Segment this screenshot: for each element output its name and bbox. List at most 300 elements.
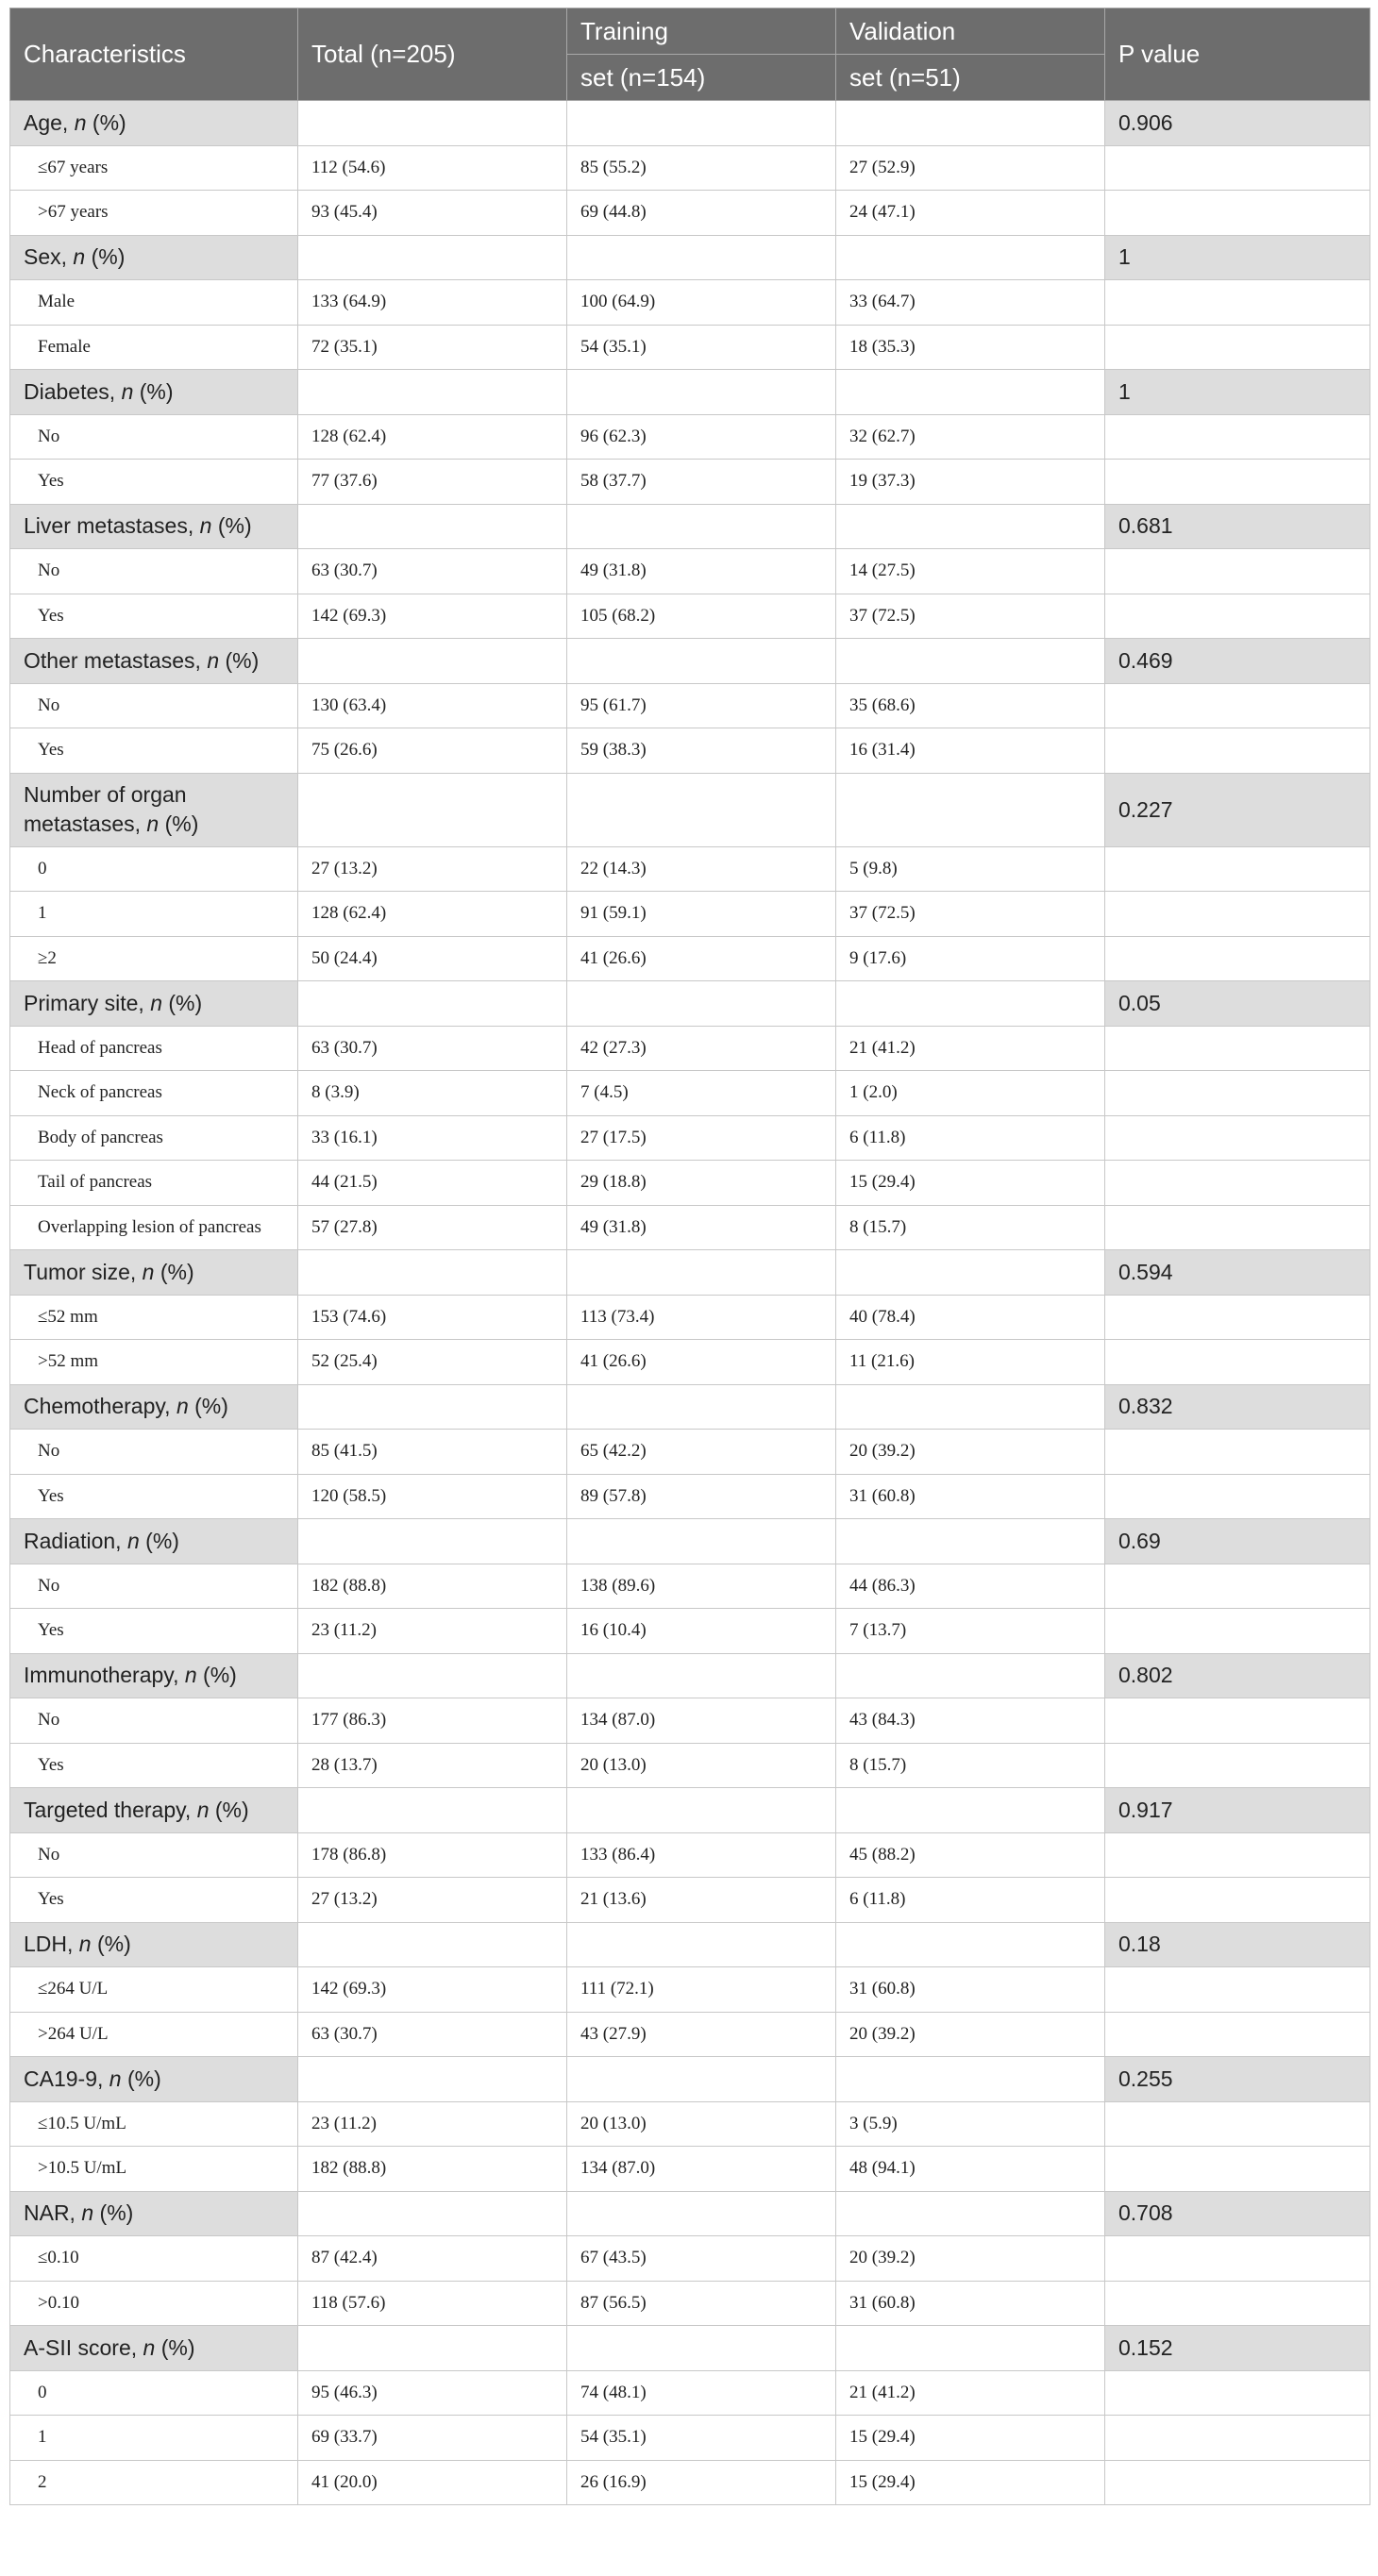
category-empty-cell	[567, 1384, 836, 1430]
validation-value: 24 (47.1)	[836, 191, 1105, 236]
category-empty-cell	[567, 1250, 836, 1296]
p-value: 0.594	[1105, 1250, 1370, 1296]
training-value: 54 (35.1)	[567, 2416, 836, 2461]
training-value: 74 (48.1)	[567, 2370, 836, 2416]
empty-p-cell	[1105, 1340, 1370, 1385]
category-empty-cell	[836, 370, 1105, 415]
total-value: 77 (37.6)	[298, 460, 567, 505]
table-row	[10, 2147, 1370, 2192]
training-value: 41 (26.6)	[567, 1340, 836, 1385]
empty-p-cell	[1105, 936, 1370, 981]
training-value: 95 (61.7)	[567, 683, 836, 728]
n-symbol: n	[150, 990, 162, 1015]
category-empty-cell	[567, 504, 836, 549]
category-name: Chemotherapy,	[24, 1394, 176, 1419]
total-value: 27 (13.2)	[298, 1878, 567, 1923]
total-value: 177 (86.3)	[298, 1698, 567, 1744]
header-p-value: P value	[1105, 8, 1370, 101]
table-row	[10, 549, 1370, 594]
table-row	[10, 2416, 1370, 2461]
validation-value: 6 (11.8)	[836, 1115, 1105, 1161]
empty-p-cell	[1105, 728, 1370, 774]
category-empty-cell	[567, 1922, 836, 1967]
category-row	[10, 370, 1370, 415]
category-empty-cell	[567, 1788, 836, 1833]
category-label	[10, 504, 298, 549]
table-row	[10, 1743, 1370, 1788]
category-label	[10, 1653, 298, 1698]
row-label: ≤10.5 U/mL	[10, 2101, 298, 2147]
n-symbol: n	[109, 2066, 122, 2091]
category-suffix: (%)	[188, 1394, 228, 1419]
header-validation-line2: set (n=51)	[836, 55, 1105, 101]
category-name: Age,	[24, 109, 75, 135]
category-empty-cell	[836, 2326, 1105, 2371]
total-value: 182 (88.8)	[298, 1564, 567, 1609]
empty-p-cell	[1105, 1474, 1370, 1519]
category-empty-cell	[836, 639, 1105, 684]
category-row	[10, 101, 1370, 146]
training-value: 41 (26.6)	[567, 936, 836, 981]
category-empty-cell	[298, 504, 567, 549]
validation-value: 44 (86.3)	[836, 1564, 1105, 1609]
table-row	[10, 2012, 1370, 2057]
category-empty-cell	[567, 1519, 836, 1564]
category-label	[10, 101, 298, 146]
category-row	[10, 2191, 1370, 2236]
training-value: 49 (31.8)	[567, 1205, 836, 1250]
row-label: >264 U/L	[10, 2012, 298, 2057]
training-value: 29 (18.8)	[567, 1161, 836, 1206]
empty-p-cell	[1105, 1430, 1370, 1475]
total-value: 85 (41.5)	[298, 1430, 567, 1475]
total-value: 63 (30.7)	[298, 549, 567, 594]
table-header	[10, 8, 1370, 101]
category-name: A-SII score,	[24, 2334, 143, 2360]
category-empty-cell	[298, 1653, 567, 1698]
n-symbol: n	[184, 1663, 197, 1688]
training-value: 20 (13.0)	[567, 1743, 836, 1788]
row-label: Yes	[10, 728, 298, 774]
training-value: 133 (86.4)	[567, 1832, 836, 1878]
validation-value: 20 (39.2)	[836, 1430, 1105, 1475]
total-value: 153 (74.6)	[298, 1295, 567, 1340]
empty-p-cell	[1105, 2101, 1370, 2147]
total-value: 44 (21.5)	[298, 1161, 567, 1206]
table-row	[10, 1967, 1370, 2013]
table-row	[10, 280, 1370, 326]
table-row	[10, 414, 1370, 460]
row-label: Yes	[10, 1609, 298, 1654]
empty-p-cell	[1105, 892, 1370, 937]
validation-value: 48 (94.1)	[836, 2147, 1105, 2192]
validation-value: 21 (41.2)	[836, 2370, 1105, 2416]
empty-p-cell	[1105, 1115, 1370, 1161]
category-suffix: (%)	[139, 1528, 179, 1553]
row-label: No	[10, 549, 298, 594]
table-row	[10, 460, 1370, 505]
training-value: 134 (87.0)	[567, 2147, 836, 2192]
total-value: 63 (30.7)	[298, 2012, 567, 2057]
table-row	[10, 2101, 1370, 2147]
category-suffix: (%)	[159, 811, 199, 836]
row-label: 0	[10, 2370, 298, 2416]
training-value: 87 (56.5)	[567, 2281, 836, 2326]
training-value: 91 (59.1)	[567, 892, 836, 937]
validation-value: 16 (31.4)	[836, 728, 1105, 774]
training-value: 43 (27.9)	[567, 2012, 836, 2057]
empty-p-cell	[1105, 460, 1370, 505]
category-empty-cell	[836, 773, 1105, 846]
training-value: 54 (35.1)	[567, 325, 836, 370]
row-label: Yes	[10, 594, 298, 639]
category-suffix: (%)	[211, 513, 252, 539]
n-symbol: n	[142, 1259, 155, 1284]
total-value: 128 (62.4)	[298, 892, 567, 937]
p-value: 0.152	[1105, 2326, 1370, 2371]
empty-p-cell	[1105, 594, 1370, 639]
validation-value: 40 (78.4)	[836, 1295, 1105, 1340]
category-name: Diabetes,	[24, 378, 122, 404]
table-row	[10, 728, 1370, 774]
training-value: 16 (10.4)	[567, 1609, 836, 1654]
n-symbol: n	[81, 2200, 94, 2226]
row-label: Head of pancreas	[10, 1026, 298, 1071]
empty-p-cell	[1105, 1205, 1370, 1250]
total-value: 93 (45.4)	[298, 191, 567, 236]
category-empty-cell	[567, 981, 836, 1027]
category-label	[10, 1519, 298, 1564]
category-name: Immunotherapy,	[24, 1663, 185, 1688]
n-symbol: n	[176, 1394, 189, 1419]
table-row	[10, 1430, 1370, 1475]
total-value: 75 (26.6)	[298, 728, 567, 774]
category-suffix: (%)	[86, 109, 126, 135]
row-label: No	[10, 1564, 298, 1609]
category-empty-cell	[298, 1250, 567, 1296]
category-empty-cell	[567, 639, 836, 684]
empty-p-cell	[1105, 683, 1370, 728]
category-name: LDH,	[24, 1932, 79, 1957]
row-label: Female	[10, 325, 298, 370]
row-label: No	[10, 1698, 298, 1744]
empty-p-cell	[1105, 280, 1370, 326]
table-row	[10, 191, 1370, 236]
category-label	[10, 773, 298, 846]
empty-p-cell	[1105, 2281, 1370, 2326]
empty-p-cell	[1105, 2416, 1370, 2461]
n-symbol: n	[78, 1932, 92, 1957]
training-value: 65 (42.2)	[567, 1430, 836, 1475]
empty-p-cell	[1105, 325, 1370, 370]
category-name: Liver metastases,	[24, 513, 200, 539]
total-value: 52 (25.4)	[298, 1340, 567, 1385]
row-label: 0	[10, 846, 298, 892]
empty-p-cell	[1105, 1832, 1370, 1878]
n-symbol: n	[207, 647, 220, 673]
validation-value: 35 (68.6)	[836, 683, 1105, 728]
category-empty-cell	[836, 1653, 1105, 1698]
category-label	[10, 2326, 298, 2371]
validation-value: 3 (5.9)	[836, 2101, 1105, 2147]
category-empty-cell	[298, 235, 567, 280]
category-name: NAR,	[24, 2200, 82, 2226]
validation-value: 18 (35.3)	[836, 325, 1105, 370]
category-empty-cell	[567, 370, 836, 415]
validation-value: 15 (29.4)	[836, 1161, 1105, 1206]
category-row	[10, 981, 1370, 1027]
category-row	[10, 2057, 1370, 2102]
training-value: 22 (14.3)	[567, 846, 836, 892]
category-name: Targeted therapy,	[24, 1797, 197, 1822]
row-label: No	[10, 1430, 298, 1475]
empty-p-cell	[1105, 2370, 1370, 2416]
validation-value: 31 (60.8)	[836, 2281, 1105, 2326]
training-value: 7 (4.5)	[567, 1071, 836, 1116]
total-value: 57 (27.8)	[298, 1205, 567, 1250]
validation-value: 14 (27.5)	[836, 549, 1105, 594]
category-label	[10, 1922, 298, 1967]
table-row	[10, 2460, 1370, 2505]
category-empty-cell	[567, 101, 836, 146]
category-suffix: (%)	[161, 990, 203, 1015]
table-row	[10, 145, 1370, 191]
table-row	[10, 1205, 1370, 1250]
category-empty-cell	[567, 773, 836, 846]
p-value: 1	[1105, 235, 1370, 280]
header-training-line2: set (n=154)	[567, 55, 836, 101]
p-value: 0.255	[1105, 2057, 1370, 2102]
category-row	[10, 1788, 1370, 1833]
validation-value: 45 (88.2)	[836, 1832, 1105, 1878]
training-value: 113 (73.4)	[567, 1295, 836, 1340]
total-value: 133 (64.9)	[298, 280, 567, 326]
training-value: 138 (89.6)	[567, 1564, 836, 1609]
category-row	[10, 2326, 1370, 2371]
total-value: 23 (11.2)	[298, 2101, 567, 2147]
category-empty-cell	[836, 2191, 1105, 2236]
validation-value: 19 (37.3)	[836, 460, 1105, 505]
row-label: 1	[10, 2416, 298, 2461]
table-row	[10, 1071, 1370, 1116]
row-label: >10.5 U/mL	[10, 2147, 298, 2192]
table-row	[10, 1115, 1370, 1161]
row-label: Yes	[10, 460, 298, 505]
category-label	[10, 981, 298, 1027]
validation-value: 33 (64.7)	[836, 280, 1105, 326]
empty-p-cell	[1105, 2147, 1370, 2192]
row-label: >52 mm	[10, 1340, 298, 1385]
category-empty-cell	[836, 1788, 1105, 1833]
row-label: ≥2	[10, 936, 298, 981]
p-value: 0.227	[1105, 773, 1370, 846]
category-suffix: (%)	[85, 244, 126, 270]
row-label: No	[10, 683, 298, 728]
n-symbol: n	[121, 378, 134, 404]
total-value: 182 (88.8)	[298, 2147, 567, 2192]
total-value: 142 (69.3)	[298, 1967, 567, 2013]
validation-value: 20 (39.2)	[836, 2236, 1105, 2282]
training-value: 105 (68.2)	[567, 594, 836, 639]
validation-value: 21 (41.2)	[836, 1026, 1105, 1071]
table-row	[10, 936, 1370, 981]
training-value: 49 (31.8)	[567, 549, 836, 594]
category-empty-cell	[836, 1922, 1105, 1967]
empty-p-cell	[1105, 145, 1370, 191]
category-name: CA19-9,	[24, 2066, 109, 2091]
empty-p-cell	[1105, 1161, 1370, 1206]
n-symbol: n	[73, 244, 86, 270]
row-label: Overlapping lesion of pancreas	[10, 1205, 298, 1250]
row-label: >67 years	[10, 191, 298, 236]
category-suffix: (%)	[154, 1259, 194, 1284]
table-row	[10, 1474, 1370, 1519]
category-empty-cell	[298, 2191, 567, 2236]
category-empty-cell	[836, 1384, 1105, 1430]
category-empty-cell	[298, 1384, 567, 1430]
total-value: 130 (63.4)	[298, 683, 567, 728]
category-suffix: (%)	[91, 1932, 131, 1957]
category-suffix: (%)	[219, 647, 260, 673]
category-label	[10, 1384, 298, 1430]
table-row	[10, 1026, 1370, 1071]
category-empty-cell	[298, 370, 567, 415]
category-name: Tumor size,	[24, 1259, 143, 1284]
empty-p-cell	[1105, 2012, 1370, 2057]
category-empty-cell	[836, 1250, 1105, 1296]
characteristics-table	[9, 8, 1370, 2505]
category-row	[10, 1922, 1370, 1967]
row-label: Male	[10, 280, 298, 326]
p-value: 0.18	[1105, 1922, 1370, 1967]
validation-value: 15 (29.4)	[836, 2416, 1105, 2461]
category-label	[10, 639, 298, 684]
p-value: 1	[1105, 370, 1370, 415]
category-empty-cell	[836, 1519, 1105, 1564]
empty-p-cell	[1105, 1295, 1370, 1340]
empty-p-cell	[1105, 414, 1370, 460]
category-row	[10, 235, 1370, 280]
category-empty-cell	[298, 2057, 567, 2102]
empty-p-cell	[1105, 1743, 1370, 1788]
category-empty-cell	[567, 235, 836, 280]
table-row	[10, 846, 1370, 892]
table-row	[10, 1161, 1370, 1206]
category-empty-cell	[298, 1788, 567, 1833]
category-row	[10, 504, 1370, 549]
validation-value: 32 (62.7)	[836, 414, 1105, 460]
validation-value: 5 (9.8)	[836, 846, 1105, 892]
total-value: 120 (58.5)	[298, 1474, 567, 1519]
category-name: Number of organ metastases,	[24, 782, 187, 836]
validation-value: 37 (72.5)	[836, 892, 1105, 937]
n-symbol: n	[196, 1797, 210, 1822]
n-symbol: n	[143, 2334, 156, 2360]
category-label	[10, 370, 298, 415]
category-empty-cell	[567, 2326, 836, 2371]
category-name: Sex,	[24, 244, 74, 270]
category-empty-cell	[836, 504, 1105, 549]
validation-value: 8 (15.7)	[836, 1743, 1105, 1788]
training-value: 20 (13.0)	[567, 2101, 836, 2147]
training-value: 100 (64.9)	[567, 280, 836, 326]
row-label: Yes	[10, 1878, 298, 1923]
category-label	[10, 2191, 298, 2236]
total-value: 33 (16.1)	[298, 1115, 567, 1161]
validation-value: 37 (72.5)	[836, 594, 1105, 639]
category-empty-cell	[298, 639, 567, 684]
table-row	[10, 1609, 1370, 1654]
empty-p-cell	[1105, 549, 1370, 594]
category-row	[10, 1519, 1370, 1564]
total-value: 95 (46.3)	[298, 2370, 567, 2416]
n-symbol: n	[126, 1528, 140, 1553]
category-suffix: (%)	[155, 2334, 195, 2360]
total-value: 69 (33.7)	[298, 2416, 567, 2461]
category-suffix: (%)	[121, 2066, 161, 2091]
row-label: ≤0.10	[10, 2236, 298, 2282]
total-value: 63 (30.7)	[298, 1026, 567, 1071]
category-empty-cell	[836, 101, 1105, 146]
training-value: 59 (38.3)	[567, 728, 836, 774]
category-empty-cell	[298, 101, 567, 146]
row-label: Yes	[10, 1743, 298, 1788]
category-name: Primary site,	[24, 990, 151, 1015]
training-value: 42 (27.3)	[567, 1026, 836, 1071]
table-row	[10, 2370, 1370, 2416]
training-value: 89 (57.8)	[567, 1474, 836, 1519]
total-value: 28 (13.7)	[298, 1743, 567, 1788]
category-row	[10, 1250, 1370, 1296]
n-symbol: n	[146, 811, 160, 836]
total-value: 142 (69.3)	[298, 594, 567, 639]
category-name: Radiation,	[24, 1528, 127, 1553]
row-label: Tail of pancreas	[10, 1161, 298, 1206]
table-row	[10, 1878, 1370, 1923]
training-value: 67 (43.5)	[567, 2236, 836, 2282]
category-empty-cell	[836, 981, 1105, 1027]
table-row	[10, 1698, 1370, 1744]
category-label	[10, 235, 298, 280]
training-value: 111 (72.1)	[567, 1967, 836, 2013]
validation-value: 8 (15.7)	[836, 1205, 1105, 1250]
empty-p-cell	[1105, 2236, 1370, 2282]
total-value: 23 (11.2)	[298, 1609, 567, 1654]
training-value: 58 (37.7)	[567, 460, 836, 505]
header-training-line1: Training	[567, 8, 836, 55]
p-value: 0.802	[1105, 1653, 1370, 1698]
p-value: 0.906	[1105, 101, 1370, 146]
total-value: 118 (57.6)	[298, 2281, 567, 2326]
training-value: 134 (87.0)	[567, 1698, 836, 1744]
validation-value: 9 (17.6)	[836, 936, 1105, 981]
total-value: 112 (54.6)	[298, 145, 567, 191]
empty-p-cell	[1105, 846, 1370, 892]
validation-value: 1 (2.0)	[836, 1071, 1105, 1116]
empty-p-cell	[1105, 1698, 1370, 1744]
total-value: 178 (86.8)	[298, 1832, 567, 1878]
total-value: 27 (13.2)	[298, 846, 567, 892]
validation-value: 6 (11.8)	[836, 1878, 1105, 1923]
total-value: 128 (62.4)	[298, 414, 567, 460]
validation-value: 7 (13.7)	[836, 1609, 1105, 1654]
table-row	[10, 1564, 1370, 1609]
category-empty-cell	[567, 2191, 836, 2236]
category-label	[10, 1250, 298, 1296]
characteristics-table-container	[9, 8, 1370, 2505]
category-empty-cell	[567, 1653, 836, 1698]
category-empty-cell	[836, 2057, 1105, 2102]
